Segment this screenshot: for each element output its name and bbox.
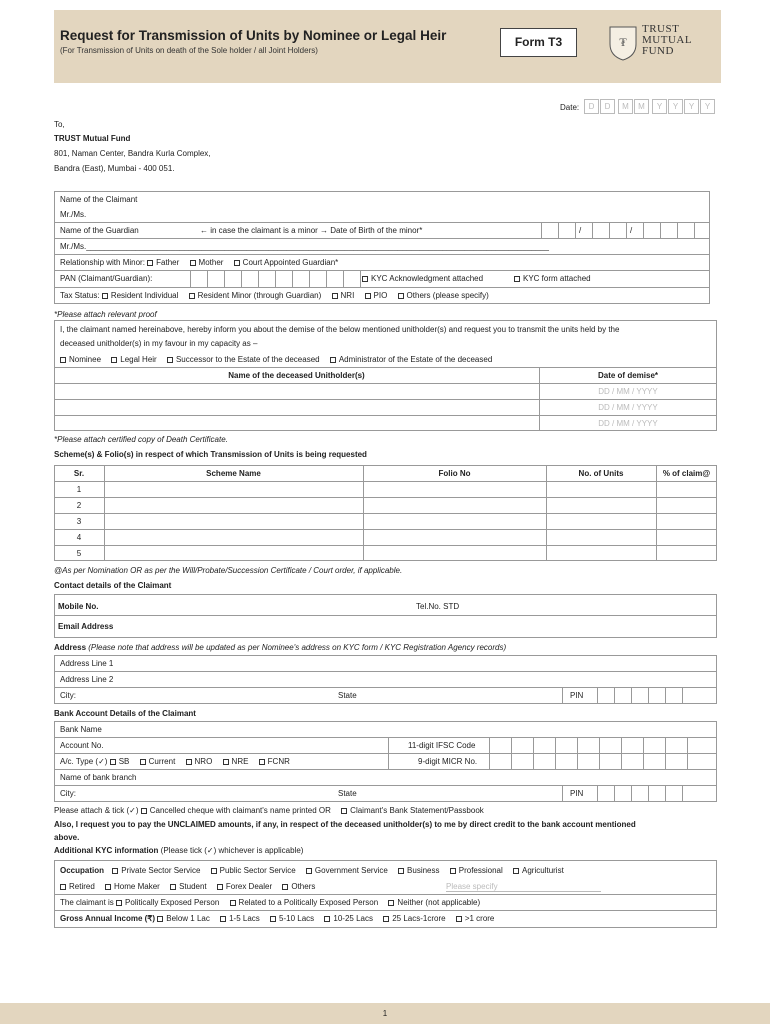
addressee-name: TRUST Mutual Fund [54,134,131,143]
tax-others-checkbox[interactable]: Others (please specify) [398,291,489,300]
pep-checkbox[interactable]: Politically Exposed Person [116,898,227,907]
tel-label: Tel.No. STD [416,602,460,611]
pan-label: PAN (Claimant/Guardian): [60,274,153,283]
unclaimed-text-1: Also, I request you to pay the UNCLAIMED amounts, if any, in respect of the deceased unitholder(s) to me by direct credit to the bank account mentioned [54,820,636,829]
intimation-text-2: deceased unitholder(s) in my favour in my capacity as – [60,339,258,348]
not-pep-checkbox[interactable]: Neither (not applicable) [388,898,480,907]
pin-label: PIN [570,691,584,700]
occupation-row-1: Occupation Private Sector Service Public Sector Service Government Service Business Professional Agriculturist [60,866,564,875]
address-title: Address (Please note that address will be updated as per Nominee's address on KYC form / KYC Registration Agency records) [54,643,507,652]
tax-pio-checkbox[interactable]: PIO [365,291,396,300]
addressee-line2: Bandra (East), Mumbai - 400 051. [54,164,175,173]
income-5-10-checkbox[interactable]: 5-10 Lacs [270,914,322,923]
capacity-nominee-checkbox[interactable]: Nominee [60,355,109,364]
kyc-title: Additional KYC information (Please tick (✓) whichever is applicable) [54,846,304,855]
contact-section [54,594,717,638]
table-row: 2 [76,501,82,510]
occupation-row-2 [60,882,315,891]
capacity-legal-heir-checkbox[interactable]: Legal Heir [111,355,164,364]
addressee-line1: 801, Naman Center, Bandra Kurla Complex, [54,149,211,158]
occ-public-checkbox[interactable]: Public Sector Service [211,866,304,875]
micr-label: 9-digit MICR No. [418,757,478,766]
bank-pin-label: PIN [570,789,584,798]
col-header-folio: Folio No [438,469,471,478]
bank-name-field[interactable]: Bank Name [60,725,102,734]
occ-retired-checkbox[interactable]: Retired [60,882,103,891]
form-title: Request for Transmission of Units by Nominee or Legal Heir [60,28,447,43]
address-section [54,655,717,704]
occ-business-checkbox[interactable]: Business [398,866,447,875]
date-label: Date: [560,103,580,112]
occ-private-checkbox[interactable]: Private Sector Service [112,866,208,875]
intimation-text-1: I, the claimant named hereinabove, hereby inform you about the demise of the below mentioned unitholder(s) and request you to transmit the units held by the [60,325,620,334]
table-row: 4 [76,533,82,542]
account-type-row: A/c. Type (✓) SB Current NRO NRE FCNR [60,757,290,766]
relationship-row: Relationship with Minor: Father Mother Court Appointed Guardian* [60,258,339,267]
occ-student-checkbox[interactable]: Student [170,882,215,891]
income-10-25-checkbox[interactable]: 10-25 Lacs [324,914,381,923]
svg-text:₮: ₮ [619,35,627,49]
ac-type-fcnr-checkbox[interactable]: FCNR [259,757,290,766]
minor-dob-note: ← in case the claimant is a minor → Date of Birth of the minor* [200,226,423,235]
schemes-title: Scheme(s) & Folio(s) in respect of which Transmission of Units is being requested [54,450,367,459]
capacity-administrator-checkbox[interactable]: Administrator of the Estate of the deceased [330,355,492,364]
address-line2-field[interactable]: Address Line 2 [60,675,114,684]
kyc-form-checkbox[interactable]: KYC form attached [514,274,591,283]
bank-title: Bank Account Details of the Claimant [54,709,196,718]
city-field[interactable]: City: [60,691,76,700]
ifsc-label: 11-digit IFSC Code [408,741,476,750]
contact-title: Contact details of the Claimant [54,581,172,590]
guardian-name-field[interactable]: Mr./Ms.________________________________________________________________________________________________________ [60,242,549,251]
cancelled-cheque-checkbox[interactable]: Cancelled cheque with claimant's name printed OR [141,806,339,815]
state-field[interactable]: State [338,691,357,700]
income-row: Gross Annual Income (₹) Below 1 Lac 1-5 Lacs 5-10 Lacs 10-25 Lacs 25 Lacs-1crore >1 crore [60,914,495,923]
account-number-field[interactable]: Account No. [60,741,104,750]
death-certificate-note: *Please attach certified copy of Death Certificate. [54,435,228,444]
capacity-row [60,355,492,364]
demise-date-field[interactable]: DD / MM / YYYY [598,419,658,428]
relationship-father-checkbox[interactable]: Father [147,258,187,267]
capacity-successor-checkbox[interactable]: Successor to the Estate of the deceased [167,355,328,364]
col-header-scheme: Scheme Name [206,469,261,478]
shield-logo-icon [608,24,638,62]
occ-homemaker-checkbox[interactable]: Home Maker [105,882,168,891]
addressee-to: To, [54,120,65,129]
proof-note: *Please attach relevant proof [54,310,157,319]
form-subtitle: (For Transmission of Units on death of the Sole holder / all Joint Holders) [60,46,318,55]
occ-agriculturist-checkbox[interactable]: Agriculturist [513,866,564,875]
table-row: 1 [76,485,82,494]
occ-government-checkbox[interactable]: Government Service [306,866,396,875]
tax-resident-individual-checkbox[interactable]: Resident Individual [102,291,187,300]
relationship-mother-checkbox[interactable]: Mother [190,258,232,267]
deceased-name-header: Name of the deceased Unitholder(s) [228,371,365,380]
income-above-1cr-checkbox[interactable]: >1 crore [456,914,495,923]
tax-resident-minor-checkbox[interactable]: Resident Minor (through Guardian) [189,291,330,300]
occ-others-checkbox[interactable]: Others [282,882,315,891]
table-row: 3 [76,517,82,526]
related-pep-checkbox[interactable]: Related to a Politically Exposed Person [230,898,387,907]
mobile-label: Mobile No. [58,602,99,611]
attach-proof-row: Please attach & tick (✓) Cancelled cheque with claimant's name printed OR Claimant's Bank Statement/Passbook [54,806,484,815]
demise-date-field[interactable]: DD / MM / YYYY [598,403,658,412]
col-header-claim: % of claim@ [662,469,711,478]
page-number: 1 [382,1009,388,1018]
table-row: 5 [76,549,82,558]
occupation-specify-field[interactable]: Please specify [446,882,601,892]
tax-nri-checkbox[interactable]: NRI [332,291,363,300]
kyc-ack-checkbox[interactable]: KYC Acknowledgment attached [362,274,483,283]
bank-city-field[interactable]: City: [60,789,76,798]
ac-type-current-checkbox[interactable]: Current [140,757,184,766]
ac-type-nre-checkbox[interactable]: NRE [223,757,257,766]
unclaimed-text-2: above. [54,833,80,842]
brand-logo-text: TRUST MUTUAL FUND [642,23,693,57]
ac-type-nro-checkbox[interactable]: NRO [186,757,221,766]
col-header-sr: Sr. [73,469,85,478]
tax-status-row: Tax Status: Resident Individual Resident Minor (through Guardian) NRI PIO Others (please specify) [60,291,489,300]
bank-statement-checkbox[interactable]: Claimant's Bank Statement/Passbook [341,806,484,815]
occ-forex-checkbox[interactable]: Forex Dealer [217,882,280,891]
income-25-1cr-checkbox[interactable]: 25 Lacs-1crore [383,914,453,923]
ac-type-sb-checkbox[interactable]: SB [110,757,138,766]
relationship-court-guardian-checkbox[interactable]: Court Appointed Guardian* [234,258,339,267]
claimant-name-field[interactable]: Mr./Ms. [60,210,87,219]
claimant-name-label: Name of the Claimant [60,195,138,204]
demise-date-header: Date of demise* [597,371,659,380]
income-below-1-checkbox[interactable]: Below 1 Lac [157,914,218,923]
email-label: Email Address [58,622,114,631]
occ-professional-checkbox[interactable]: Professional [450,866,511,875]
col-header-units: No. of Units [578,469,624,478]
demise-date-field[interactable]: DD / MM / YYYY [598,387,658,396]
branch-field[interactable]: Name of bank branch [60,773,137,782]
bank-state-field[interactable]: State [338,789,357,798]
address-line1-field[interactable]: Address Line 1 [60,659,114,668]
guardian-name-label: Name of the Guardian [60,226,139,235]
nomination-note: @As per Nomination OR as per the Will/Probate/Succession Certificate / Court order, if applicable. [54,566,403,575]
form-number-badge: Form T3 [500,28,577,57]
income-1-5-checkbox[interactable]: 1-5 Lacs [220,914,268,923]
pep-row: The claimant is Politically Exposed Person Related to a Politically Exposed Person Neither (not applicable) [60,898,481,907]
